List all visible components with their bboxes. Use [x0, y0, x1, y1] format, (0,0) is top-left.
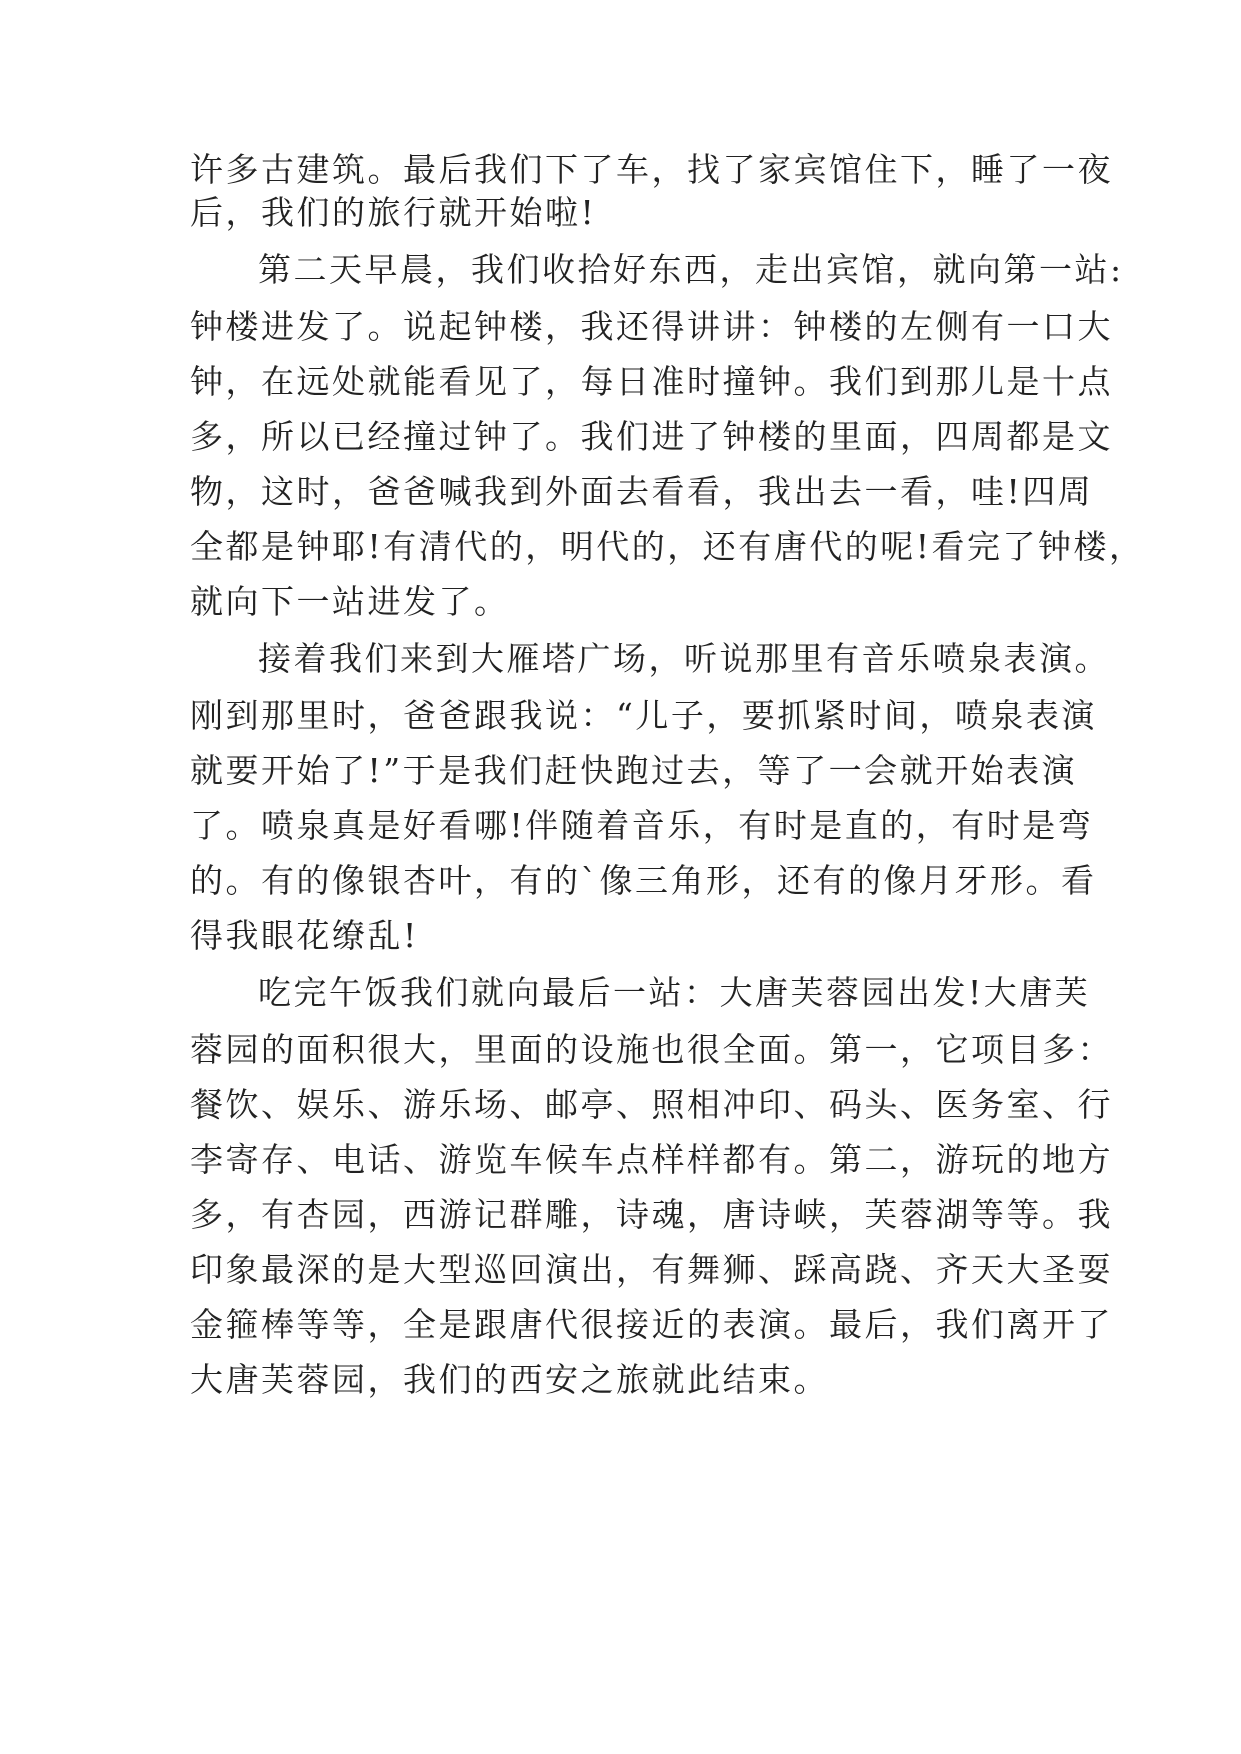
text-line: 李寄存、电话、游览车候车点样样都有。第二，游玩的地方 [190, 1140, 1113, 1179]
text-line: 许多古建筑。最后我们下了车，找了家宾馆住下，睡了一夜 [190, 150, 1113, 189]
text-line: 餐饮、娱乐、游乐场、邮亭、照相冲印、码头、医务室、行 [190, 1085, 1113, 1124]
paragraph-start-line: 接着我们来到大雁塔广场，听说那里有音乐喷泉表演。 [258, 639, 1110, 678]
text-line: 金箍棒等等，全是跟唐代很接近的表演。最后，我们离开了 [190, 1305, 1113, 1344]
text-line: 后，我们的旅行就开始啦! [190, 193, 597, 232]
text-line: 多，所以已经撞过钟了。我们进了钟楼的里面，四周都是文 [190, 417, 1113, 456]
text-line: 大唐芙蓉园，我们的西安之旅就此结束。 [190, 1360, 829, 1399]
text-line: 物，这时，爸爸喊我到外面去看看，我出去一看，哇!四周 [190, 472, 1094, 511]
paragraph-start-line: 吃完午饭我们就向最后一站：大唐芙蓉园出发!大唐芙 [258, 973, 1091, 1012]
text-line: 就向下一站进发了。 [190, 582, 510, 621]
text-line: 多，有杏园，西游记群雕，诗魂，唐诗峡，芙蓉湖等等。我 [190, 1195, 1113, 1234]
text-line: 钟楼进发了。说起钟楼，我还得讲讲：钟楼的左侧有一口大 [190, 307, 1113, 346]
text-line: 了。喷泉真是好看哪!伴随着音乐，有时是直的，有时是弯 [190, 806, 1094, 845]
text-line: 刚到那里时，爸爸跟我说：“儿子，要抓紧时间，喷泉表演 [190, 696, 1097, 735]
text-line: 的。有的像银杏叶，有的`像三角形，还有的像月牙形。看 [190, 861, 1097, 900]
text-line: 就要开始了!”于是我们赶快跑过去，等了一会就开始表演 [190, 751, 1078, 790]
text-line: 得我眼花缭乱! [190, 916, 419, 955]
paragraph-start-line: 第二天早晨，我们收拾好东西，走出宾馆，就向第一站: [258, 250, 1124, 289]
text-line: 钟，在远处就能看见了，每日准时撞钟。我们到那儿是十点 [190, 362, 1113, 401]
text-line: 蓉园的面积很大，里面的设施也很全面。第一，它项目多： [190, 1030, 1113, 1069]
text-line: 全都是钟耶!有清代的，明代的，还有唐代的呢!看完了钟楼， [190, 527, 1145, 566]
text-line: 印象最深的是大型巡回演出，有舞狮、踩高跷、齐天大圣耍 [190, 1250, 1113, 1289]
